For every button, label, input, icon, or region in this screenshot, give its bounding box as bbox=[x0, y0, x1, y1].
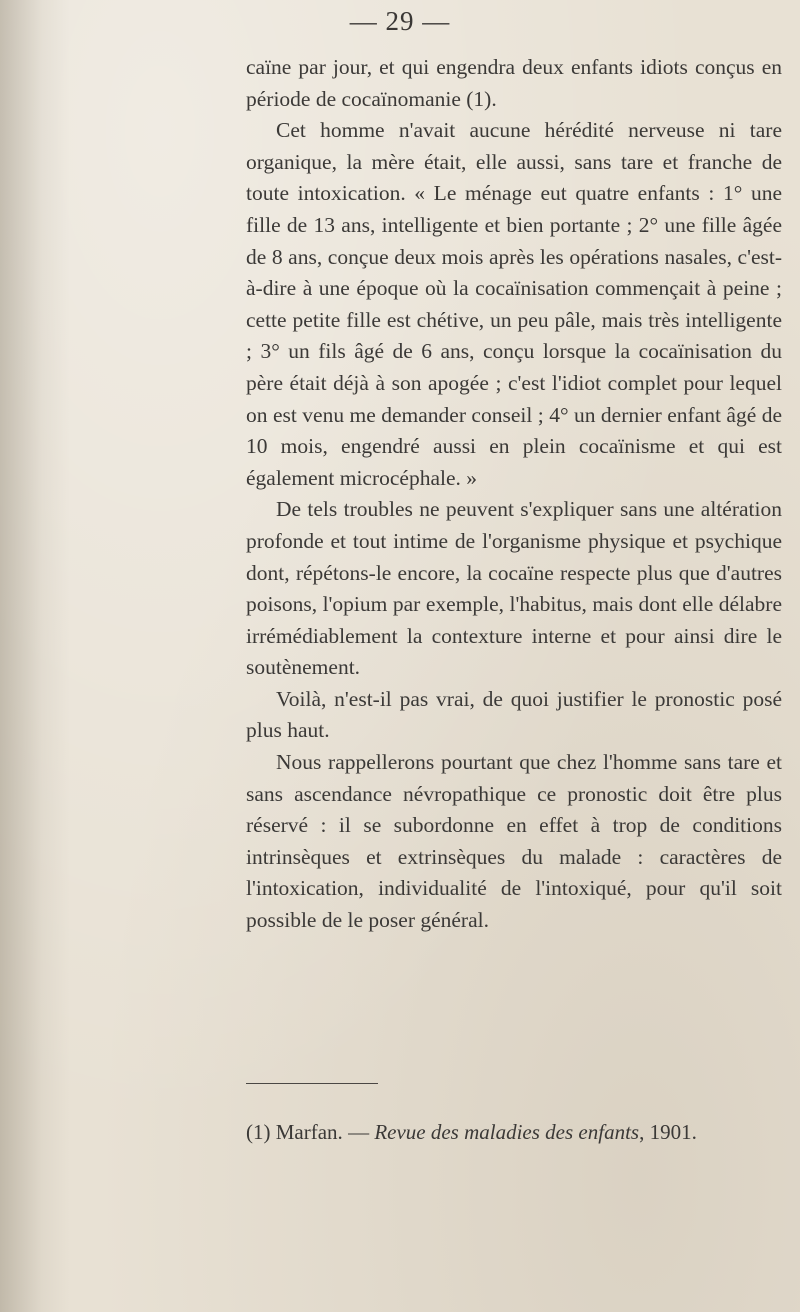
footnote-author: Marfan. bbox=[275, 1120, 343, 1144]
paragraph-troubles: De tels troubles ne peuvent s'expliquer sans une altération profonde et tout intime de l'organisme physique et psychique dont, répétons-le encore, la cocaïne respecte plus que d'autres poisons, l'opium par exemple, l'habitus, mais dont elle délabre irrémédiablement la contexture interne et pour ainsi dire le soutènement. bbox=[246, 497, 782, 680]
paragraph-family-case: Cet homme n'avait aucune hérédité nerveuse ni tare organique, la mère était, elle aussi, sans tare et franche de toute intoxication. « Le ménage eut quatre enfants : 1° une fille de 13 ans, intelligente et bien portante ; 2° une fille âgée de 8 ans, conçue deux mois après les opérations nasales, c'est-à-dire à une époque où la cocaïnisation commençait à peine ; cette petite fille est chétive, un peu pâle, mais très intelligente ; 3° un fils âgé de 6 ans, conçu lorsque la cocaïnisation du père était déjà à son apogée ; c'est l'idiot complet pour lequel on est venu me demander conseil ; 4° un dernier enfant âgé de 10 mois, engendré aussi en plein cocaïnisme et qui est également microcéphale. » bbox=[246, 118, 782, 490]
paragraph-prognosis: Voilà, n'est-il pas vrai, de quoi justifier le pronostic posé plus haut. bbox=[246, 686, 782, 743]
spine-shadow bbox=[0, 0, 70, 1312]
footnote bbox=[246, 1118, 786, 1146]
footnote-separator: — bbox=[342, 1120, 375, 1144]
paragraph-reservation: Nous rappellerons pourtant que chez l'homme sans tare et sans ascendance névropathique ce pronostic doit être plus réservé : il se subordonne en effet à trop de conditions intrinsèques et extrinsèques du malade : caractères de l'intoxication, individualité de l'intoxiqué, pour qu'il soit possible de le poser général. bbox=[246, 750, 782, 933]
footnote-year: , 1901. bbox=[639, 1120, 697, 1144]
footnote-marker: (1) bbox=[246, 1120, 271, 1144]
footnote-divider bbox=[246, 1083, 378, 1084]
footnote-journal: Revue des maladies des enfants bbox=[374, 1120, 640, 1144]
body-text bbox=[246, 52, 782, 937]
page-number: — 29 — bbox=[349, 6, 451, 36]
paragraph-continuation: caïne par jour, et qui engendra deux enfants idiots conçus en période de cocaïnomanie (1). bbox=[246, 55, 782, 111]
